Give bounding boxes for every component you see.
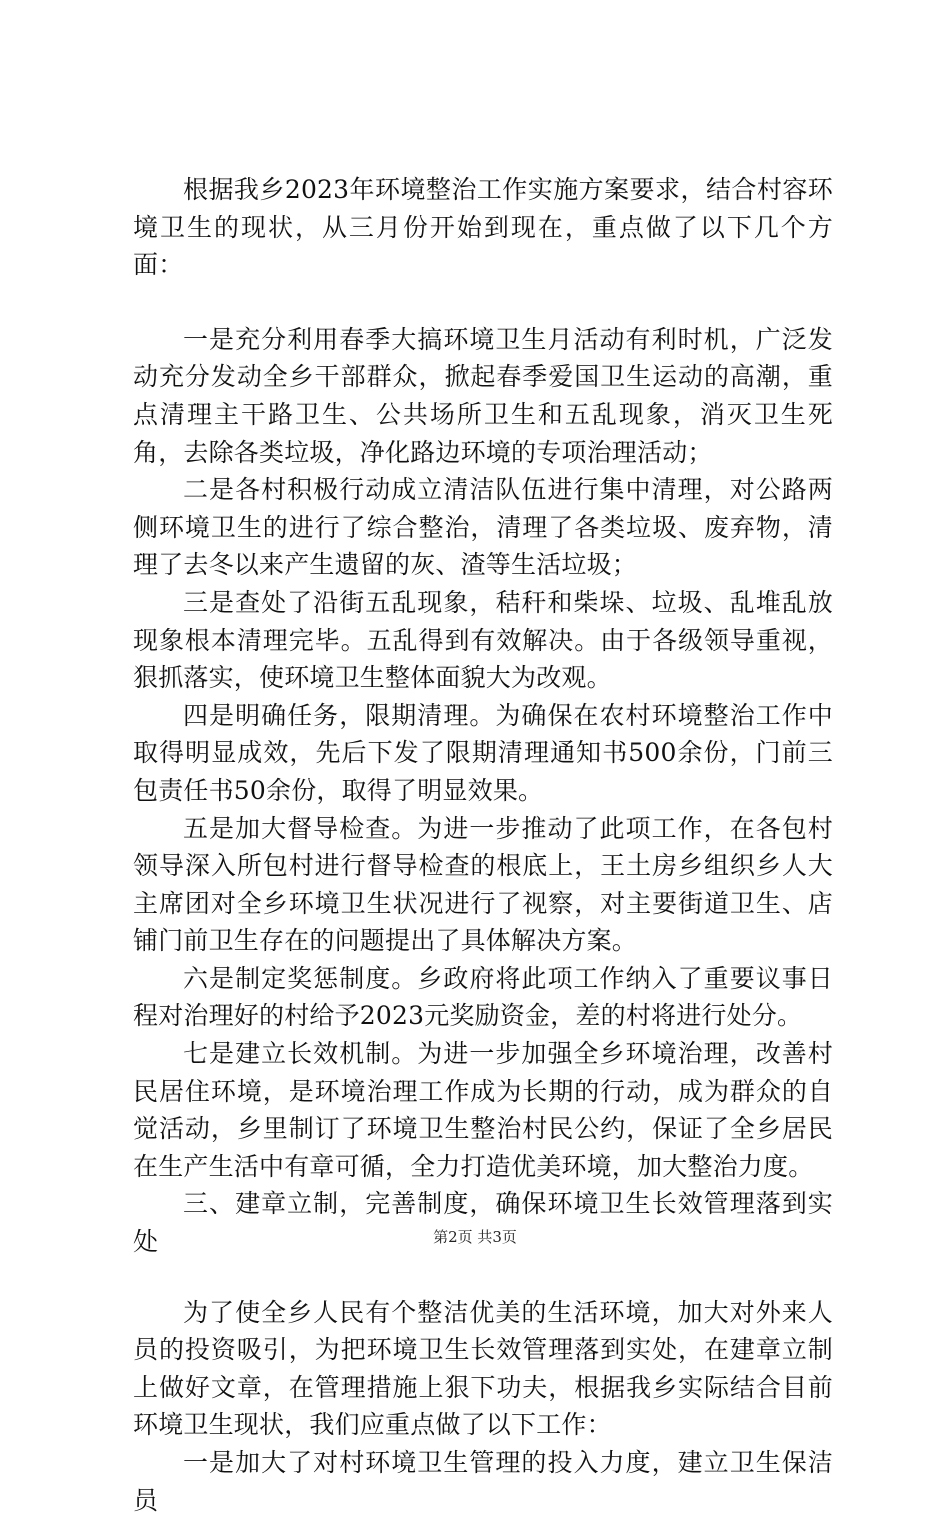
paragraph-section-intro: 为了使全乡人民有个整洁优美的生活环境，加大对外来人员的投资吸引，为把环境卫生长效管理落到实处，在建章立制上做好文章，在管理措施上狠下功夫，根据我乡实际结合目前环境卫生现状，我们应重点做了以下工作： — [133, 1297, 833, 1440]
paragraph-item-7: 七是建立长效机制。为进一步加强全乡环境治理，改善村民居住环境，是环境治理工作成为长期的行动，成为群众的自觉活动，乡里制订了环境卫生整治村民公约，保证了全乡居民在生产生活中有章可循，全力打造优美环境，加大整治力度。 — [133, 1039, 833, 1181]
section-heading: 三、建章立制，完善制度，确保环境卫生长效管理落到实处 — [133, 1189, 833, 1257]
paragraph-intro: 根据我乡2023年环境整治工作实施方案要求，结合村容环境卫生的现状，从三月份开始到现在，重点做了以下几个方面： — [133, 175, 833, 280]
paragraph-item-2: 二是各村积极行动成立清洁队伍进行集中清理，对公路两侧环境卫生的进行了综合整治，清理了各类垃圾、废弃物，清理了去冬以来产生遗留的灰、渣等生活垃圾； — [133, 475, 833, 580]
paragraph-item-4: 四是明确任务，限期清理。为确保在农村环境整治工作中取得明显成效，先后下发了限期清理通知书500余份，门前三包责任书50余份，取得了明显效果。 — [133, 700, 833, 805]
paragraph-spacer — [133, 284, 833, 321]
page-number: 第2页 共3页 — [433, 1228, 517, 1246]
document-body — [133, 171, 833, 1519]
paragraph-item-5: 五是加大督导检查。为进一步推动了此项工作，在各包村领导深入所包村进行督导检查的根底上，王土房乡组织乡人大主席团对全乡环境卫生状况进行了视察，对主要街道卫生、店铺门前卫生存在的问题提出了具体解决方案。 — [133, 813, 833, 956]
paragraph-item-3: 三是查处了沿街五乱现象，秸秆和柴垛、垃圾、乱堆乱放现象根本清理完毕。五乱得到有效解决。由于各级领导重视，狠抓落实，使环境卫生整体面貌大为改观。 — [133, 587, 833, 693]
paragraph-item-6: 六是制定奖惩制度。乡政府将此项工作纳入了重要议事日程对治理好的村给予2023元奖励资金，差的村将进行处分。 — [133, 963, 833, 1031]
paragraph-section-item-1: 一是加大了对村环境卫生管理的投入力度，建立卫生保洁员 — [133, 1448, 833, 1515]
paragraph-spacer — [133, 1261, 833, 1294]
paragraph-item-1: 一是充分利用春季大搞环境卫生月活动有利时机，广泛发动充分发动全乡干部群众，掀起春季爱国卫生运动的高潮，重点清理主干路卫生、公共场所卫生和五乱现象，消灭卫生死角，去除各类垃圾，净化路边环境的专项治理活动； — [133, 324, 833, 467]
